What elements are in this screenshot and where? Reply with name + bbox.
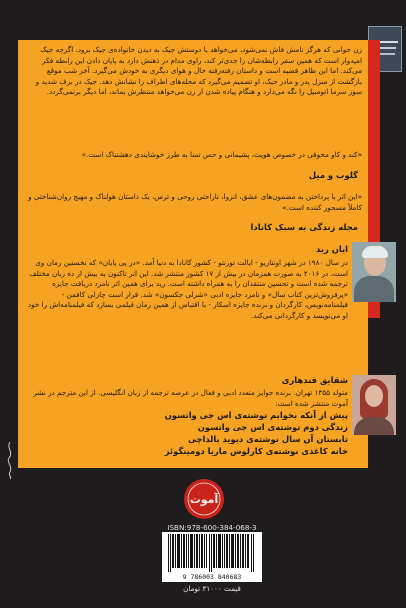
quote-1-source: گلوب و میل: [308, 170, 358, 180]
quote-2-source: مجله زندگی به سبک کانادا: [250, 222, 358, 232]
description-text: زن جوانی که هرگز نامش فاش نمی‌شود، می‌خواهد با دوستش جیک به دیدن خانواده‌ی جیک برود. اگرچه جیک امیدوار است که همین سفر رابطه‌شان را جدی‌تر کند، راوی مدام در ذهنش دارد به پایان دادن این رابطه فکر می‌کند. اما این ظاهر قضیه است و داستان رفته‌رفته حال و هوای دیگری به خودش می‌گیرد. آخر شب موقع بازگشت از منزل پدر و مادر جیک، او تصمیم می‌گیرد که محله‌های اطراف را نشانش دهد. جیک در برف شدید و سوز سرما اتومبیل را نگه می‌دارد و هنگام پیاده شدن از زن می‌خواهد منتظرش بماند، اما دیگر برنمی‌گردد.: [35, 45, 362, 97]
quote-1-text: «کند و کاو مخوفی در خصوص هویت، پشیمانی و حس تمنا به طرز خوشایندی دهشتناک است.»: [81, 150, 362, 159]
publisher-logo-text: آموت: [189, 493, 219, 506]
author-name: ایان رید: [315, 244, 348, 254]
barcode-bars: [162, 532, 262, 572]
translator-work-3: تابستان آن سال نوشته‌ی دیوید بالداچی: [187, 434, 348, 444]
author-bio: در سال ۱۹۸۰ در شهر اونتاریو - ایالت تورنتو - کشور کانادا به دنیا آمد. «در پی پایان» که نخستین رمان وی است، در ۲۰۱۶ به صورت همزمان در بیش از ۱۷ کشور منتشر شد. این اثر تاکنون به بیش از ده زبان مختلف ترجمه شده است و تحسین منتقدان را به همراه داشته است. رید برای همین اثر نامزد دریافت جایزه «پرفروش‌ترین کتاب سال» و نامزد جایزه ادبی «شرلی جکسون» شد. قرار است چارلی کافمن - فیلمنامه‌نویس، کارگردان و برنده جایزه اسکار - با اقتباس از همین رمان فیلمی بسازد که فیلمنامه‌اش را خود او می‌نویسد و کارگردانی می‌کند.: [27, 258, 348, 320]
price-label: قیمت ۳۱۰۰۰ تومان: [183, 584, 241, 593]
translator-name: شقایق قندهاری: [281, 375, 348, 385]
barcode-digits: 9 786003 840683: [182, 573, 242, 581]
quote-2-text: «این اثر با پرداختن به مضمون‌های عشق، انزوا، ناراحتی روحی و ترس، یک داستان هولناک و مهیج روان‌شناختی و کاملاً مسحور کننده است.»: [28, 192, 362, 212]
translator-work-4: خانه کاغذی نوشته‌ی کارلوس ماریا دومینگوئز: [164, 446, 348, 456]
author-photo: [352, 242, 396, 302]
isbn-label: ISBN:978-600-384-068-3: [167, 523, 257, 532]
signature-mark: [4, 440, 16, 480]
translator-photo: [352, 375, 396, 435]
translator-work-1: پیش از آنکه بخوابم نوشته‌ی اس جی واتسون: [164, 410, 348, 420]
translator-bio: متولد ۱۳۵۵ تهران. برنده جوایز متعدد ادبی و فعال در عرصه ترجمه از زبان انگلیسی. از این مترجم در نشر آموت منتشر شده است:: [33, 388, 348, 408]
barcode: [162, 532, 262, 582]
translator-work-2: زندگی دوم نوشته‌ی اس جی واتسون: [197, 422, 348, 432]
publisher-logo: [168, 478, 240, 520]
